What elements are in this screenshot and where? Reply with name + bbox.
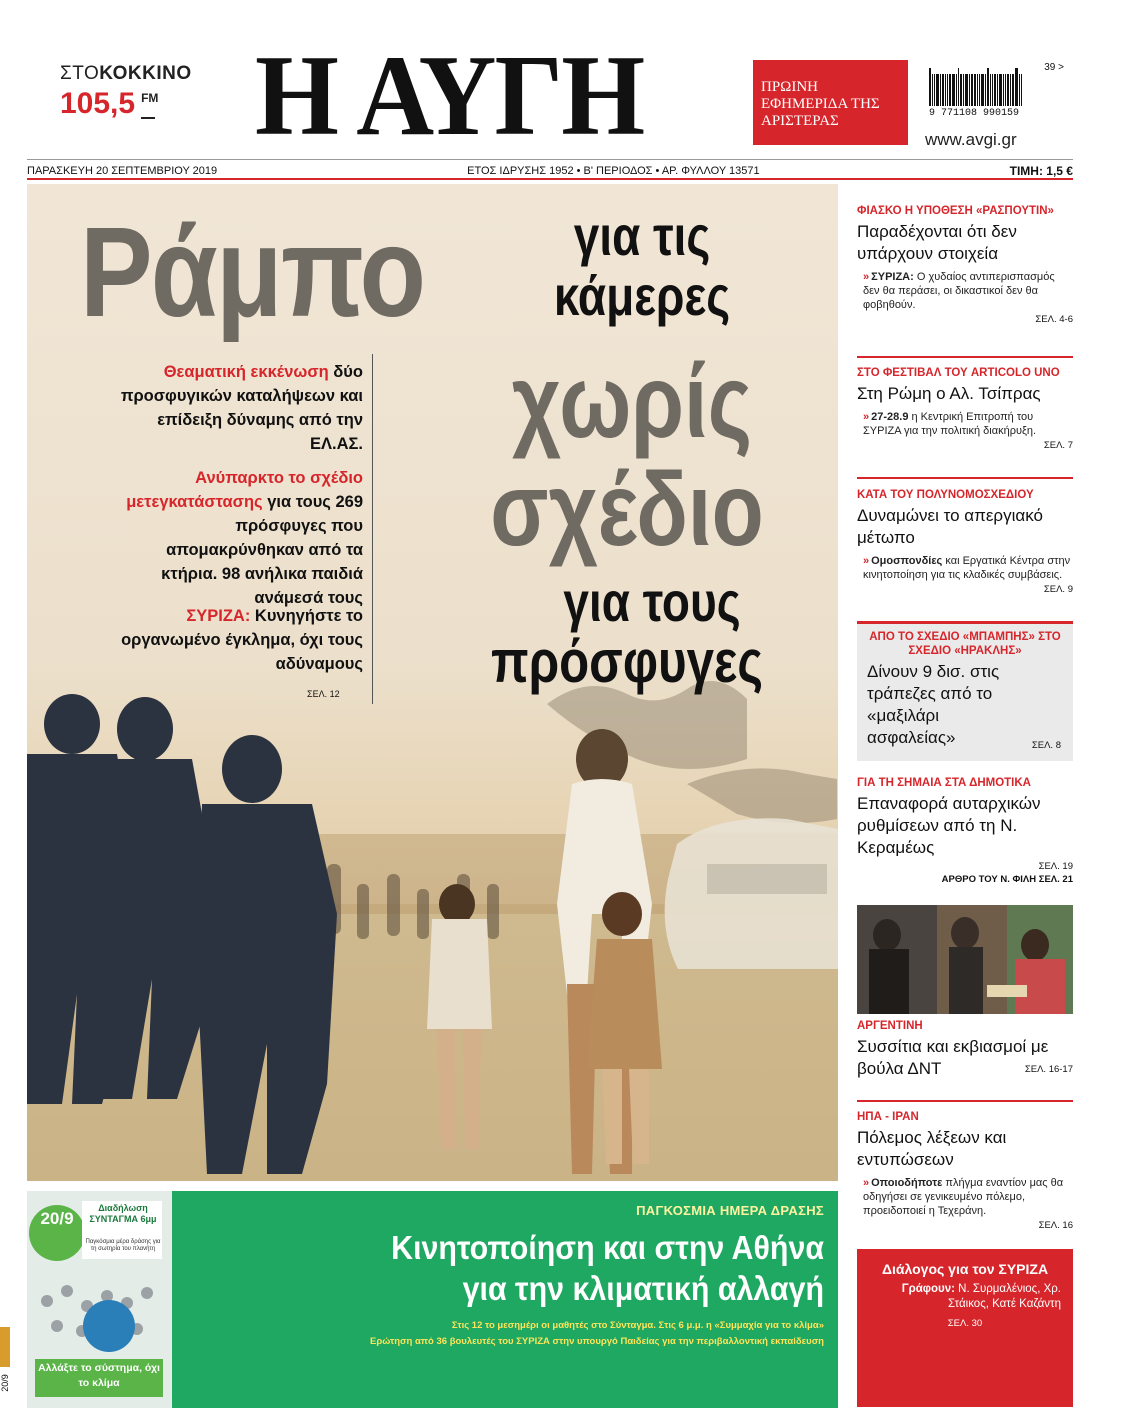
newspaper-title: Η ΑΥΓΗ: [255, 32, 644, 160]
lead-3-text: Κυνηγήστε το οργανωμένο έγκλημα, όχι τους αδύναμους: [121, 607, 363, 673]
barcode-bar: [952, 74, 955, 106]
barcode-bar: [1005, 74, 1006, 106]
sidebar-story-strike[interactable]: [857, 488, 1073, 595]
story-body-bold: ΣΥΡΙΖΑ:: [871, 271, 914, 283]
barcode-number: 9 771108 990159: [929, 108, 1020, 119]
story-body-text: και Εργατικά Κέντρα στην κινητοποίηση για τις κλαδικές συμβάσεις.: [863, 555, 1071, 581]
barcode-bar: [985, 74, 986, 106]
barcode-bar: [947, 74, 948, 106]
story-body: [857, 554, 1073, 582]
poster-subtitle: Παγκόσμια μέρα δράσης για τη σωτηρία του πλανήτη: [85, 1239, 161, 1252]
barcode-bar: [940, 74, 941, 106]
barcode-bar: [1015, 68, 1018, 106]
headline-line-7: πρόσφυγες: [491, 628, 763, 695]
barcode-bar: [1010, 74, 1011, 106]
story-page-secondary: ΑΡΘΡΟ ΤΟΥ Ν. ΦΙΛΗ ΣΕΛ. 21: [941, 874, 1073, 885]
banner-text-2: Ερώτηση από 36 βουλευτές του ΣΥΡΙΖΑ στην υπουργό Παιδείας για την περιβαλλοντική εκπαίδευση: [369, 1336, 824, 1347]
lead-paragraph-1: [117, 360, 363, 456]
story-headline: Πόλεμος λέξεων και εντυπώσεων: [857, 1128, 1007, 1169]
story-page: ΣΕΛ. 9: [1043, 584, 1073, 595]
story-body-text: Ο χυδαίος αντιπερισπασμός δεν θα περάσει, οι δικαστικοί δεν θα φοβηθούν.: [863, 271, 1055, 311]
climate-banner[interactable]: [27, 1191, 838, 1408]
lead-1-text: δύο προσφυγικών καταλήψεων και επίδειξη δύναμης από την ΕΛ.ΑΣ.: [120, 363, 363, 453]
story-body-text: πλήγμα εναντίον μας θα οδηγήσει σε γενικευμένο πόλεμο, προειδοποιεί η Τεχεράνη.: [863, 1177, 1064, 1217]
banner-kicker: ΠΑΓΚΟΣΜΙΑ ΗΜΕΡΑ ΔΡΑΣΗΣ: [636, 1203, 824, 1218]
barcode-bar: [987, 68, 989, 106]
barcode-bar: [934, 74, 935, 106]
story-body-bold: Οποιοδήποτε: [871, 1177, 943, 1189]
story-body: [857, 1282, 1073, 1312]
story-body-bold: Ομοσπονδίες: [871, 555, 943, 567]
barcode-bar: [958, 68, 959, 106]
radio-ad: [60, 63, 190, 121]
argentina-photo: [857, 905, 1073, 1014]
barcode-bar: [992, 74, 993, 106]
barcode-bar: [929, 68, 931, 106]
story-headline: Παραδέχονται ότι δεν υπάρχουν στοιχεία: [857, 222, 1017, 263]
barcode-bar: [969, 74, 970, 106]
barcode-bar: [977, 74, 978, 106]
story-kicker: ΣΤΟ ΦΕΣΤΙΒΑΛ ΤΟΥ ARTICOLO UNO: [857, 367, 1060, 379]
dateline: [27, 159, 1073, 179]
headline-line-3: κάμερες: [553, 264, 731, 327]
barcode-bar: [990, 74, 991, 106]
story-headline: Συσσίτια και εκβιασμοί με βούλα ΔΝΤ: [857, 1037, 1049, 1078]
barcode-bar: [1003, 74, 1004, 106]
story-kicker: ΑΠΟ ΤΟ ΣΧΕΔΙΟ «ΜΠΑΜΠΗΣ» ΣΤΟ ΣΧΕΔΙΟ «ΗΡΑΚΛΗΣ»: [869, 631, 1061, 657]
barcode-bar: [960, 74, 962, 106]
issue-date: ΠΑΡΑΣΚΕΥΗ 20 ΣΕΠΤΕΜΒΡΙΟΥ 2019: [27, 164, 218, 177]
barcode-bar: [971, 74, 973, 106]
barcode-bar: [999, 74, 1002, 106]
poster-date: 20/9: [40, 1209, 74, 1228]
main-story-page: ΣΕΛ. 12: [307, 689, 340, 699]
lead-2-text: για τους 269 πρόσφυγες που απομακρύνθηκαν από τα κτήρια. 98 ανήλικα παιδιά ανάμεσά τους: [161, 493, 363, 607]
page-edge-date: 20/9: [0, 1374, 10, 1392]
barcode-bar: [1012, 74, 1014, 106]
barcode-bar: [1021, 74, 1022, 106]
lead-3-highlight: ΣΥΡΙΖΑ:: [186, 607, 251, 625]
story-body-text: η Κεντρική Επιτροπή του ΣΥΡΙΖΑ για την πολιτική διακήρυξη.: [863, 411, 1037, 437]
headline-line-5: σχέδιο: [490, 452, 764, 568]
barcode-bar: [949, 74, 951, 106]
story-kicker: ΓΙΑ ΤΗ ΣΗΜΑΙΑ ΣΤΑ ΔΗΜΟΤΙΚΑ: [857, 777, 1031, 789]
barcode-bar: [942, 74, 944, 106]
sidebar-separator: [857, 356, 1073, 358]
lead-paragraph-3: [117, 604, 363, 676]
barcode-bar: [997, 74, 998, 106]
masthead-rule: [27, 178, 1073, 180]
story-kicker: ΦΙΑΣΚΟ Η ΥΠΟΘΕΣΗ «ΡΑΣΠΟΥΤΙΝ»: [857, 205, 1054, 217]
radio-brand: [60, 63, 190, 85]
story-headline: Διάλογος για τον ΣΥΡΙΖΑ: [881, 1261, 1049, 1277]
chevron-right-icon: »: [863, 1177, 870, 1189]
edition-info: ΕΤΟΣ ΙΔΡΥΣΗΣ 1952 • Β' ΠΕΡΙΟΔΟΣ • ΑΡ. ΦΥΛΛΟΥ 13571: [467, 164, 760, 177]
sidebar-separator: [857, 1100, 1073, 1102]
story-kicker: ΚΑΤΑ ΤΟΥ ΠΟΛΥΝΟΜΟΣΧΕΔΙΟΥ: [857, 489, 1034, 501]
headline-line-4: χωρίς: [511, 344, 753, 460]
story-page: ΣΕΛ. 7: [1043, 440, 1073, 451]
story-page: ΣΕΛ. 4-6: [1035, 314, 1073, 325]
price: ΤΙΜΗ: 1,5 €: [1009, 163, 1073, 178]
barcode-bar: [1007, 74, 1009, 106]
banner-text-1: Στις 12 το μεσημέρι οι μαθητές στο Σύνταγμα. Στις 6 μ.μ. η «Συμμαχία για το κλίμα»: [451, 1320, 824, 1331]
radio-frequency: [60, 87, 190, 121]
barcode-bar: [979, 74, 980, 106]
radio-fm-label: [141, 91, 158, 119]
barcode-bar: [932, 74, 933, 106]
story-body-bold: 27-28.9: [871, 411, 909, 423]
barcode-bar: [945, 74, 946, 106]
story-body-text: Ν. Συρμαλένιος, Χρ. Στάικος, Κατέ Καζάντη: [948, 1283, 1061, 1310]
headline-rampo: Ράμπο: [80, 201, 425, 344]
barcode-bar: [994, 74, 996, 106]
page-edge-tab: [0, 1327, 10, 1367]
story-body: [857, 1176, 1073, 1218]
sidebar-story-tsipras[interactable]: [857, 366, 1073, 451]
story-kicker: ΑΡΓΕΝΤΙΝΗ: [857, 1020, 923, 1032]
chevron-right-icon: »: [863, 555, 870, 567]
radio-frequency-value: 105,5: [60, 87, 136, 120]
sidebar-story-argentina[interactable]: [857, 1019, 1073, 1078]
barcode-bar: [974, 74, 976, 106]
barcode-bar: [936, 74, 939, 106]
story-body: [857, 270, 1073, 312]
main-story[interactable]: [27, 184, 838, 1181]
barcode-bar: [1019, 74, 1020, 106]
lead-divider: [372, 354, 373, 704]
sidebar-story-dialogue[interactable]: [857, 1249, 1073, 1407]
chevron-right-icon: »: [863, 271, 870, 283]
barcode-bar: [956, 74, 957, 106]
radio-fm-line: [141, 117, 155, 119]
headline-line-2: για τις: [573, 204, 711, 267]
barcode-bar: [963, 74, 964, 106]
sidebar-story-flag[interactable]: [857, 776, 1073, 885]
sidebar-story-banks[interactable]: [857, 621, 1073, 761]
story-body-bold: Γράφουν:: [901, 1283, 955, 1295]
poster-event: Διαδήλωση ΣΥΝΤΑΓΜΑ 6μμ: [89, 1203, 157, 1224]
issue-code: 39 >: [1044, 62, 1064, 73]
lead-paragraph-2: [117, 466, 363, 610]
barcode: [929, 62, 1064, 126]
story-page: ΣΕΛ. 16-17: [1024, 1064, 1073, 1075]
banner-headline-1: Κινητοποίηση και στην Αθήνα: [391, 1229, 824, 1266]
story-kicker: ΗΠΑ - ΙΡΑΝ: [857, 1111, 919, 1123]
poster-slogan: Αλλάξτε το σύστημα, όχι το κλίμα: [38, 1362, 160, 1389]
story-page: ΣΕΛ. 8: [1031, 740, 1061, 751]
story-headline: Επαναφορά αυταρχικών ρυθμίσεων από τη Ν. Κεραμέως: [857, 794, 1041, 857]
barcode-bar: [965, 74, 968, 106]
story-page: ΣΕΛ. 16: [1038, 1220, 1073, 1231]
climate-poster: [27, 1191, 172, 1408]
argentina-photo-image: [857, 905, 1073, 1014]
banner-headline-2: για την κλιματική αλλαγή: [462, 1270, 824, 1307]
lead-1-highlight: Θεαματική εκκένωση: [163, 363, 329, 381]
story-headline: Στη Ρώμη ο Αλ. Τσίπρας: [857, 384, 1041, 403]
story-body: [857, 410, 1073, 438]
headline-line-6: για τους: [563, 570, 741, 633]
barcode-bar: [981, 74, 984, 106]
sidebar-separator: [857, 477, 1073, 479]
sidebar-story-usa-iran[interactable]: [857, 1110, 1073, 1231]
story-headline: Δίνουν 9 δισ. στις τράπεζες από το «μαξιλάρι ασφαλείας»: [867, 662, 1000, 747]
radio-brand-main: ΚΟΚΚΙΝΟ: [99, 63, 192, 84]
tagline: ΠΡΩΙΝΗ ΕΦΗΜΕΡΙΔΑ ΤΗΣ ΑΡΙΣΤΕΡΑΣ: [753, 60, 908, 145]
chevron-right-icon: »: [863, 411, 870, 423]
sidebar-story-rasputin[interactable]: [857, 204, 1073, 325]
story-page: ΣΕΛ. 30: [947, 1318, 983, 1329]
radio-brand-prefix: ΣΤΟ: [60, 63, 100, 84]
radio-fm-text: FM: [141, 91, 159, 105]
lead-2-highlight: Ανύπαρκτο το σχέδιο μετεγκατάστασης: [126, 469, 363, 511]
website-link[interactable]: www.avgi.gr: [925, 130, 1017, 149]
story-headline: Δυναμώνει το απεργιακό μέτωπο: [857, 506, 1043, 547]
story-page: ΣΕΛ. 19: [1038, 861, 1073, 872]
